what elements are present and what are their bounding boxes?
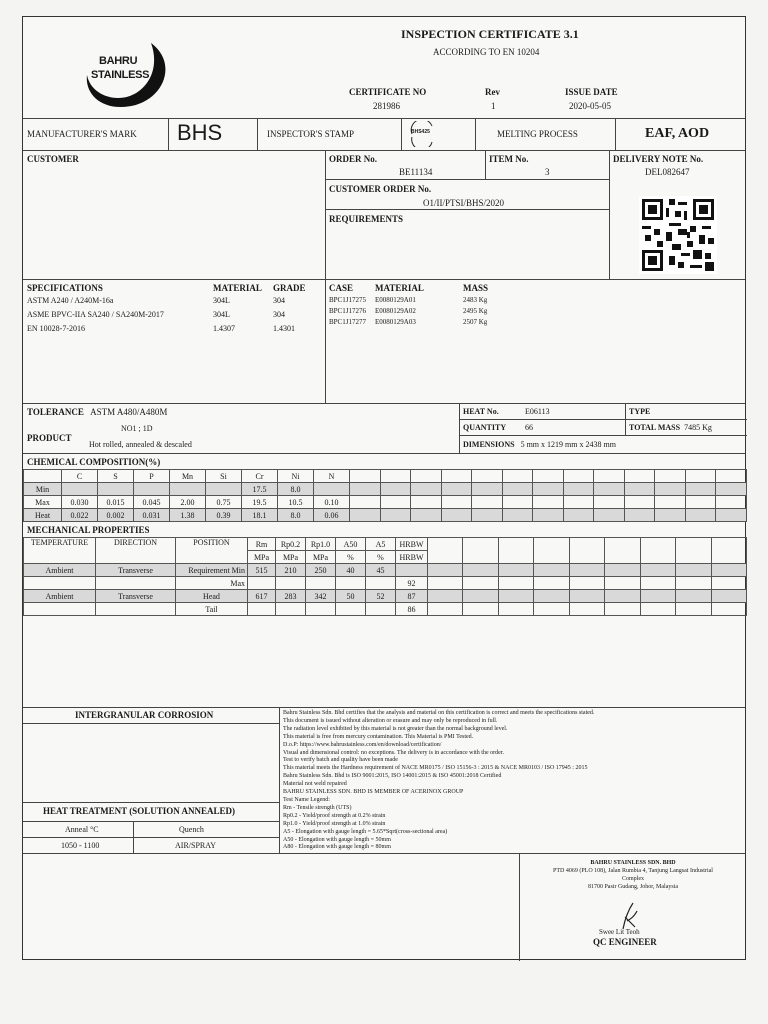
specifications-label: SPECIFICATIONS: [27, 283, 103, 293]
note-line: Rp1.0 - Yield/proof strength at 1.0% strain: [283, 820, 386, 827]
heat-no-label: HEAT No.: [463, 407, 499, 416]
company-block: [523, 859, 743, 891]
rev-label: Rev: [485, 87, 500, 97]
signature-icon: [615, 901, 645, 931]
company-address-3: 81700 Pasir Gudang, Johor, Malaysia: [587, 884, 679, 890]
inspector-stamp-label: INSPECTOR'S STAMP: [267, 129, 355, 139]
certificate-subtitle: ACCORDING TO EN 10204: [433, 47, 540, 57]
tolerance-label: TOLERANCE: [27, 407, 84, 417]
mechanical-units-row: MPa MPa MPa % % HRBW: [24, 551, 747, 564]
heat-no: E06113: [525, 407, 550, 416]
melting-process: EAF, AOD: [645, 126, 710, 141]
chemical-table: [23, 469, 747, 522]
type-label: TYPE: [629, 407, 651, 416]
delivery-note-no: DEL082647: [645, 167, 690, 177]
note-line: D.o.P: https://www.bahrustainless.com/en/download/certification/: [283, 741, 442, 748]
logo-text-2: STAINLESS: [91, 69, 150, 81]
product-description: Hot rolled, annealed & descaled: [89, 440, 192, 449]
engineer-signature: [615, 901, 645, 931]
quantity-label: QUANTITY: [463, 423, 507, 432]
tolerance: ASTM A480/A480M: [90, 407, 168, 417]
note-line: Bahru Stainless Sdn. Bhd certifies that the analysis and material on this certification is correct and meets the specifications stated.: [283, 710, 595, 716]
customer-order-label: CUSTOMER ORDER No.: [329, 184, 432, 194]
chemical-max-row: Max 0.030 0.015 0.045 2.00 0.75 19.5 10.5 0.10: [24, 496, 747, 509]
note-line: Rm - Tensile strength (UTS): [283, 804, 352, 811]
product-label: PRODUCT: [27, 433, 72, 443]
delivery-note-label: DELIVERY NOTE No.: [613, 154, 704, 164]
quantity: 66: [525, 423, 533, 432]
quench-method: AIR/SPRAY: [175, 841, 217, 850]
note-line: The radiation level exhibited by this material is not greater than the normal background level.: [283, 725, 508, 732]
order-no-label: ORDER No.: [329, 154, 378, 164]
requirement-min-row: Ambient Transverse Requirement Min 515 210 250 40 45: [24, 564, 747, 577]
issue-date-label: ISSUE DATE: [565, 87, 618, 97]
stamp-text: BHS425: [411, 129, 430, 135]
customer-order-no: O1/II/PTSI/BHS/2020: [423, 198, 505, 208]
note-line: BAHRU STAINLESS SDN. BHD IS MEMBER OF ACERINOX GROUP: [283, 789, 464, 796]
note-line: This material meets the Hardness requirement of NACE MR0175 / ISO 15156-3 : 2015 & NACE MR0103 / ISO 17945 : 2015: [283, 765, 588, 772]
certificate-sheet: BAHRU STAINLESS INSPECTION CERTIFICATE 3.1 ACCORDING TO EN 10204 CERTIFICATE NO 281986 Rev 1 ISSUE DATE 2020-05-05 MANUFACTURER'S MARK BHS INSPECTOR'S STAMP BHS425 MELTING PROCESS EAF, AOD CUSTOMER ORDER No. BE11134 ITEM No. 3 DELIVERY NOTE No. DEL082647 CUSTOMER ORDER No. O1/II/PTSI/BHS/2020 REQUIREMENTS SPECIFICATIONS MATERIAL GRADE ASTM A240 / A240M-16a 304L 304 ASME BPVC-IIA SA240 / SA240M-2017 304L 304 EN 10028-7-2016 1.4307 1.4301 CASE MATERIAL MASS BPC1J17275 E0080129A01 2483 Kg BPC1J17276 E0080129A02 2495 Kg BPC1J17277 E0080129A03 2507 Kg TOLERANCE ASTM A480/A480M PRODUCT NO1 ; 1D Hot rolled, annealed & descaled HEAT No. E06113 TYPE QUANTITY 66 TOTAL MASS 7485 Kg DIMENSIONS 5 mm x 1219 mm x 2438 mm CHEMICAL COMPOSITION(%) C S P Mn Si Cr Ni N Min 17.5 8.0 Max 0.030 0.015 0.045 2.00 0.75 19.5 10.5 0.10 Heat 0.022 0.002 0.031 1.38 0.39 18.1 8.0 0.06 MECHANICAL PROPERTIES TEMPERATURE DIRECTION POSITION Rm Rp0.2 Rp1.0 A50 A5 HRBW MPa MPa MPa % % HRBW Ambient Transverse Requirement Min 515 210 250 40 45 Max 92 Ambient Transverse Head 617 283 342 50 52 87 Tail 86 INTERGRANULAR CORROSION HEAT TREATMENT (SOLUTION ANNEALED) Anneal °C Quench 1050 - 1100 AIR/SPRAY Bahru Stainless Sdn. Bhd certifies that the analysis and material on this certification is correct and meets the specifications stated. This document is issued without alteration or erasure and may only be reproduced in full. The radiation level exhibited by this material is not greater than the normal background level. This material is free from mercury contamination. This Material is PMI Tested. D.o.P: https://www.bahrustainless.com/en/download/certification/ Visual and dimensional control: no exceptions. The delivery is in accordance with the order. Test to verify batch and quality have been made This material meets the Hardness requirement of NACE MR0175 / ISO 15156-3 : 2015 & NACE MR0103 / ISO 17945 : 2015 Bahru Stainless Sdn. Bhd is ISO 9001:2015, ISO 14001:2015 & ISO 45001:2018 Certified Material not weld repaired BAHRU STAINLESS SDN. BHD IS MEMBER OF ACERINOX GROUP Test Name Legend: Rm - Tensile strength (UTS) Rp0.2 - Yield/proof strength at 0.2% strain Rp1.0 - Yield/proof strength at 1.0% strain A5 - Elongation with gauge length = 5.65*Sqrt(cross-sectional area) A50 - Elongation with gauge length = 50mm A80 - Elongation with gauge length = 80mm BAHRU STAINLESS SDN. BHD PTD 4069 (PLO 108), Jalan Rumbia 4, Tanjung Langsat Industrial Complex 81700 Pasir Gudang, Johor, Malaysia Swee Lit Teoh QC ENGINEER: [22, 16, 746, 960]
direction-header: DIRECTION: [96, 538, 176, 564]
intergranular-corrosion-label: INTERGRANULAR CORROSION: [75, 710, 214, 720]
qr-code-icon: [639, 196, 717, 274]
customer-label: CUSTOMER: [27, 154, 79, 164]
tolerance-row: [27, 407, 167, 417]
note-line: A50 - Elongation with gauge length = 50mm: [283, 836, 391, 843]
chemical-min-row: Min 17.5 8.0: [24, 483, 747, 496]
rev: 1: [491, 101, 496, 111]
spec-grade-label: GRADE: [273, 283, 306, 293]
mechanical-table: [23, 537, 747, 616]
quench-label: Quench: [179, 825, 204, 834]
note-line: Rp0.2 - Yield/proof strength at 0.2% strain: [283, 812, 386, 819]
heat-treatment-label: HEAT TREATMENT (SOLUTION ANNEALED): [43, 806, 235, 816]
case-label: CASE: [329, 283, 354, 293]
company-address-1: PTD 4069 (PLO 108), Jalan Rumbia 4, Tanjung Langsat Industrial: [553, 868, 713, 874]
dimensions: 5 mm x 1219 mm x 2438 mm: [520, 440, 616, 449]
chemical-header-row: C S P Mn Si Cr Ni N: [24, 470, 747, 483]
certificate-title: INSPECTION CERTIFICATE 3.1: [401, 27, 579, 41]
result-tail-row: Tail 86: [24, 603, 747, 616]
company-address-2: Complex: [622, 876, 644, 882]
manufacturer-mark-label: MANUFACTURER'S MARK: [27, 129, 137, 139]
order-no: BE11134: [399, 167, 433, 177]
total-mass: 7485 Kg: [684, 423, 712, 432]
note-line: Bahru Stainless Sdn. Bhd is ISO 9001:2015, ISO 14001:2015 & ISO 45001:2018 Certified: [283, 773, 502, 780]
note-line: Material not weld repaired: [283, 781, 347, 788]
manufacturer-mark: BHS: [177, 120, 223, 145]
spec-material-label: MATERIAL: [213, 283, 262, 293]
product-finish: NO1 ; 1D: [121, 424, 153, 433]
engineer-title: QC ENGINEER: [593, 937, 657, 947]
cert-no: 281986: [373, 101, 400, 111]
dimensions-row: [463, 440, 616, 449]
anneal-temperature: 1050 - 1100: [61, 841, 100, 850]
melting-process-label: MELTING PROCESS: [497, 129, 578, 139]
company-logo: [81, 35, 167, 111]
qr-code: [639, 196, 717, 274]
anneal-label: Anneal °C: [65, 825, 99, 834]
inspector-stamp: [407, 121, 437, 147]
dimensions-label: DIMENSIONS: [463, 440, 515, 449]
company-name: BAHRU STAINLESS SDN. BHD: [590, 860, 676, 866]
total-mass-label: TOTAL MASS: [629, 423, 681, 432]
note-line: A5 - Elongation with gauge length = 5.65*Sqrt(cross-sectional area): [283, 828, 448, 835]
note-line: Visual and dimensional control: no exceptions. The delivery is in accordance with the order.: [283, 749, 504, 756]
note-line: A80 - Elongation with gauge length = 80mm: [283, 844, 391, 851]
cert-no-label: CERTIFICATE NO: [349, 87, 427, 97]
certification-notes: [283, 710, 743, 852]
chemical-composition-label: CHEMICAL COMPOSITION(%): [27, 457, 161, 467]
temperature-header: TEMPERATURE: [24, 538, 96, 564]
item-no-label: ITEM No.: [489, 154, 529, 164]
mechanical-properties-label: MECHANICAL PROPERTIES: [27, 525, 150, 535]
mass-label: MASS: [463, 283, 489, 293]
position-header: POSITION: [176, 538, 248, 564]
requirement-max-row: Max 92: [24, 577, 747, 590]
case-material-label: MATERIAL: [375, 283, 424, 293]
chemical-heat-row: Heat 0.022 0.002 0.031 1.38 0.39 18.1 8.0 0.06: [24, 509, 747, 522]
note-line: This document is issued without alteration or erasure and may only be reproduced in full.: [283, 717, 498, 724]
note-line: Test to verify batch and quality have been made: [283, 757, 398, 764]
note-line: This material is free from mercury contamination. This Material is PMI Tested.: [283, 733, 474, 740]
engineer-name: Swee Lit Teoh: [599, 928, 640, 936]
issue-date: 2020-05-05: [569, 101, 611, 111]
result-head-row: Ambient Transverse Head 617 283 342 50 52 87: [24, 590, 747, 603]
item-no: 3: [545, 167, 550, 177]
requirements-label: REQUIREMENTS: [329, 214, 404, 224]
note-line: Test Name Legend:: [283, 796, 330, 803]
mechanical-header-row: TEMPERATURE DIRECTION POSITION Rm Rp0.2 Rp1.0 A50 A5 HRBW: [24, 538, 747, 551]
logo-text-1: BAHRU: [99, 55, 138, 67]
total-mass-row: [629, 423, 712, 432]
